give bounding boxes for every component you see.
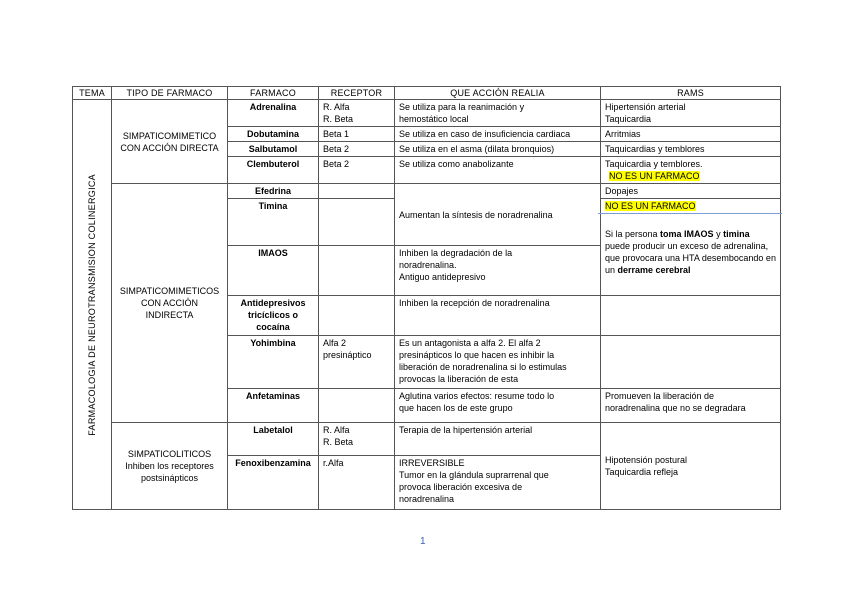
accion-imaos: Inhiben la degradación de la noradrenalina. Antiguo antidepresivo	[395, 246, 601, 296]
farmaco-antidepresivos: Antidepresivos tricíclicos o cocaína	[228, 296, 319, 336]
farmaco-yohimbina: Yohimbina	[228, 336, 319, 389]
rams-salbutamol: Taquicardias y temblores	[601, 142, 781, 157]
accion-salbutamol: Se utiliza en el asma (dilata bronquios)	[395, 142, 601, 157]
header-tema: TEMA	[73, 87, 112, 100]
header-accion: QUE ACCIÓN REALIA	[395, 87, 601, 100]
rams-efedrina: Dopajes	[601, 184, 781, 199]
farmaco-efedrina: Efedrina	[228, 184, 319, 199]
farmaco-imaos: IMAOS	[228, 246, 319, 296]
farmaco-salbutamol: Salbutamol	[228, 142, 319, 157]
accion-dobutamina: Se utiliza en caso de insuficiencia cardiaca	[395, 127, 601, 142]
farmaco-labetalol: Labetalol	[228, 423, 319, 456]
highlight-no-farmaco-2: NO ES UN FARMACO	[605, 201, 696, 211]
receptor-antidepresivos	[319, 296, 395, 336]
tema-label: FARMACOLOGIA DE NEUROTRANSMISION COLINERGICA	[87, 173, 97, 436]
header-rams: RAMS	[601, 87, 781, 100]
receptor-labetalol: R. Alfa R. Beta	[319, 423, 395, 456]
receptor-dobutamina: Beta 1	[319, 127, 395, 142]
rams-simpaticoliticos: Hipotensión postural Taquicardia refleja	[601, 423, 781, 510]
page-number: 1	[420, 536, 426, 547]
header-farmaco: FARMACO	[228, 87, 319, 100]
group-simpaticoliticos: SIMPATICOLITICOS Inhiben los receptores postsinápticos	[112, 423, 228, 510]
accion-adrenalina: Se utiliza para la reanimación y hemostático local	[395, 100, 601, 127]
rams-dobutamina: Arritmias	[601, 127, 781, 142]
farmaco-clembuterol: Clembuterol	[228, 157, 319, 184]
pharmacology-table	[72, 86, 781, 510]
farmaco-timina: Timina	[228, 199, 319, 246]
highlight-no-farmaco: NO ES UN FARMACO	[609, 171, 700, 181]
receptor-timina	[319, 199, 395, 246]
header-receptor: RECEPTOR	[319, 87, 395, 100]
accion-anfetaminas: Aglutina varios efectos: resume todo lo que hacen los de este grupo	[395, 389, 601, 423]
accion-labetalol: Terapia de la hipertensión arterial	[395, 423, 601, 456]
accion-clembuterol: Se utiliza como anabolizante	[395, 157, 601, 184]
accion-yohimbina: Es un antagonista a alfa 2. El alfa 2 presinápticos lo que hacen es inhibir la liberación de noradrenalina si lo estimulas provocas la liberación de esta	[395, 336, 601, 389]
group-directa: SIMPATICOMIMETICO CON ACCIÓN DIRECTA	[112, 100, 228, 184]
receptor-imaos	[319, 246, 395, 296]
margin-guide-line	[598, 213, 782, 214]
receptor-yohimbina: Alfa 2 presináptico	[319, 336, 395, 389]
receptor-fenoxibenzamina: r.Alfa	[319, 456, 395, 510]
receptor-clembuterol: Beta 2	[319, 157, 395, 184]
farmaco-fenoxibenzamina: Fenoxibenzamina	[228, 456, 319, 510]
rams-clembuterol: Taquicardia y temblores. NO ES UN FARMACO	[601, 157, 781, 184]
farmaco-adrenalina: Adrenalina	[228, 100, 319, 127]
receptor-adrenalina: R. Alfa R. Beta	[319, 100, 395, 127]
receptor-efedrina	[319, 184, 395, 199]
accion-antidepresivos: Inhiben la recepción de noradrenalina	[395, 296, 601, 336]
rams-antidepresivos	[601, 296, 781, 336]
rams-imaos-text: Si la persona toma IMAOS y timina puede producir un exceso de adrenalina, que provocara una HTA desembocando en un derrame cerebral	[605, 229, 776, 275]
accion-efedrina-timina: Aumentan la síntesis de noradrenalina	[395, 184, 601, 246]
group-indirecta: SIMPATICOMIMETICOS CON ACCIÓN INDIRECTA	[112, 184, 228, 423]
farmaco-dobutamina: Dobutamina	[228, 127, 319, 142]
accion-fenoxibenzamina: IRREVERSIBLE Tumor en la glándula suprarrenal que provoca liberación excesiva de noradrenalina	[395, 456, 601, 510]
table-row	[73, 423, 781, 456]
farmaco-anfetaminas: Anfetaminas	[228, 389, 319, 423]
header-tipo: TIPO DE FARMACO	[112, 87, 228, 100]
rams-anfetaminas: Promueven la liberación de noradrenalina que no se degradara	[601, 389, 781, 423]
receptor-salbutamol: Beta 2	[319, 142, 395, 157]
receptor-anfetaminas	[319, 389, 395, 423]
table-row	[73, 184, 781, 199]
tema-cell	[73, 100, 112, 510]
header-row	[73, 87, 781, 100]
rams-yohimbina	[601, 336, 781, 389]
table-row	[73, 100, 781, 127]
rams-adrenalina: Hipertensión arterial Taquicardia	[601, 100, 781, 127]
